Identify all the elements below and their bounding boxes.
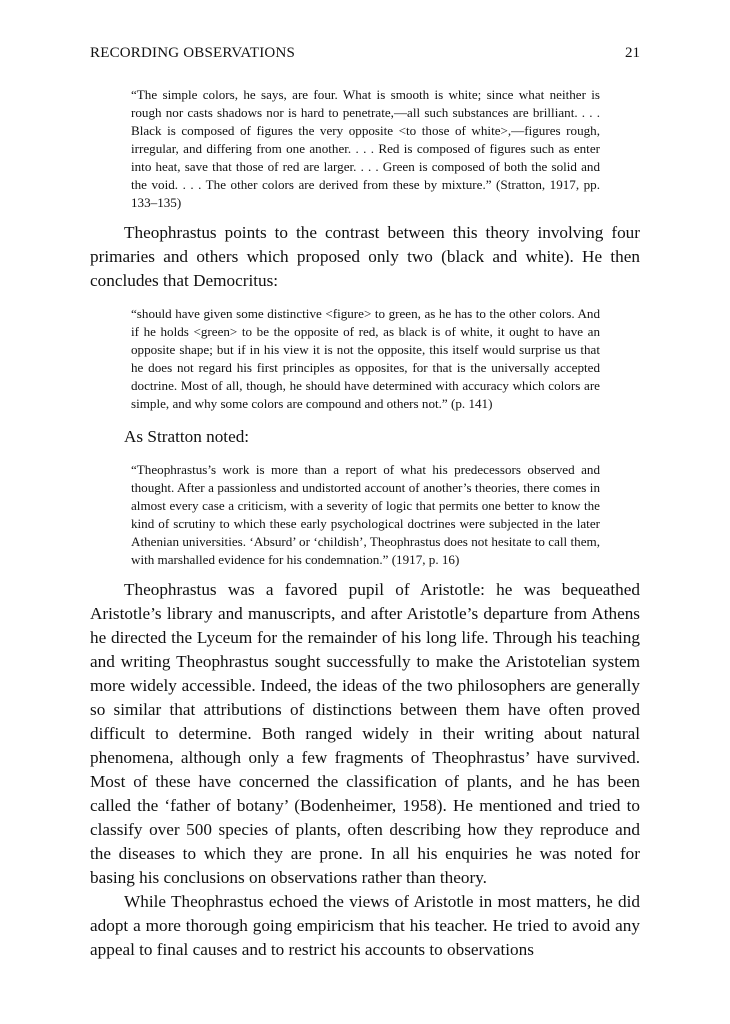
running-header	[90, 45, 640, 65]
page-body	[90, 86, 640, 962]
block-quote-stratton: “The simple colors, he says, are four. What is smooth is white; since what neither is rough nor casts shadows nor is hard to penetrate,—all such substances are brilliant. . . . Black is composed of figures the very opposite <to those of white>,—figures rough, irregular, and differing from one another. . . . Red is composed of figures such as enter into heat, save that those of red are larger. . . . Green is composed of both the solid and the void. . . . The other colors are derived from these by mixture.” (Stratton, 1917, pp. 133–135)	[131, 87, 600, 210]
paragraph-favored-pupil: Theophrastus was a favored pupil of Aristotle: he was bequeathed Aristotle’s library and manuscripts, and after Aristotle’s departure from Athens he directed the Lyceum for the remainder of his long life. Through his teaching and writing Theophrastus sought successfully to make the Aristotelian system more widely accessible. Indeed, the ideas of the two philosophers are generally so similar that attributions of distinctions between them have often proved difficult to determine. Both ranged widely in their writing about natural phenomena, although only a few fragments of Theophrastus’ have survived. Most of these have concerned the classification of plants, and he has been called the ‘father of botany’ (Bodenheimer, 1958). He mentioned and tried to classify over 500 species of plants, often describing how they reproduce and the diseases to which they are prone. In all his enquiries he was noted for basing his conclusions on observations rather than theory.	[90, 580, 640, 887]
block-quote-democritus: “should have given some distinctive <figure> to green, as he has to the other colors. And if he holds <green> to be the opposite of red, as black is of white, it ought to have an opposite shape; but if in his view it is not the opposite, this itself would surprise us that he does not regard his first principles as opposites, for that is the universally accepted doctrine. Most of all, though, he should have determined with accuracy which colors are simple, and why some colors are compound and others not.” (p. 141)	[131, 306, 600, 411]
paragraph-contrast: Theophrastus points to the contrast between this theory involving four primaries and others which proposed only two (black and white). He then concludes that Democritus:	[90, 223, 640, 290]
running-title: RECORDING OBSERVATIONS	[90, 45, 296, 61]
page-number: 21	[625, 45, 640, 61]
paragraph-empiricism: While Theophrastus echoed the views of Aristotle in most matters, he did adopt a more thorough going empiricism that his teacher. He tried to avoid any appeal to final causes and to restrict his accounts to observations	[90, 892, 640, 959]
paragraph-stratton-noted: As Stratton noted:	[124, 427, 250, 446]
block-quote-theophrastus-work: “Theophrastus’s work is more than a report of what his predecessors observed and thought. After a passionless and undistorted account of another’s theories, there comes in almost every case a criticism, with a severity of logic that permits one better to know the kind of scrutiny to which these early psychological doctrines were subjected in the later Athenian universities. ‘Absurd’ or ‘childish’, Theophrastus does not hesitate to call them, with marshalled evidence for his condemnation.” (1917, p. 16)	[131, 462, 600, 567]
